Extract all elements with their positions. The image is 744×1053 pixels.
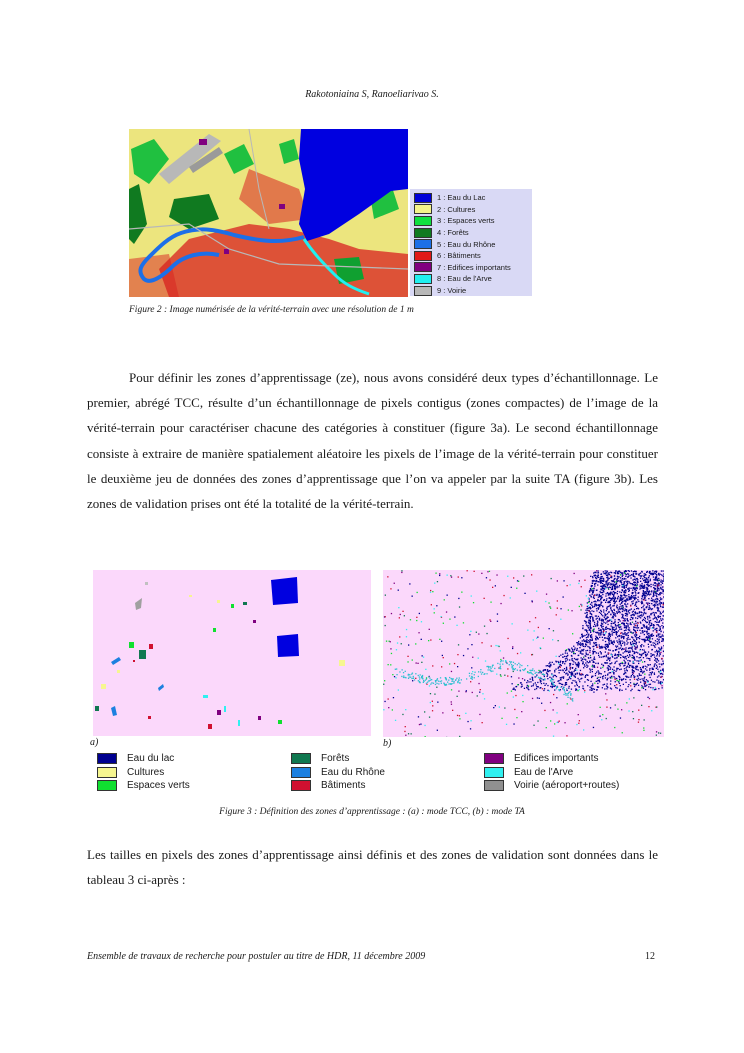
figure3-caption: Figure 3 : Définition des zones d’apprentissage : (a) : mode TCC, (b) : mode TA (219, 807, 525, 817)
color-swatch (414, 274, 432, 284)
color-swatch (414, 239, 432, 249)
color-swatch (97, 780, 117, 791)
body-paragraph-2: Les tailles en pixels des zones d’apprentissage ainsi définis et des zones de validation sont données dans le tableau 3 ci-après : (87, 847, 658, 888)
color-swatch (414, 228, 432, 238)
color-swatch (414, 262, 432, 272)
legend-item: Cultures (97, 766, 190, 780)
legend-item: 9 : Voirie (414, 285, 532, 297)
figure3-legend-column-2 (291, 752, 385, 793)
color-swatch (414, 216, 432, 226)
legend-item: 2 : Cultures (414, 204, 532, 216)
figure3a-label: a) (90, 737, 99, 748)
legend-item: Eau du lac (97, 752, 190, 766)
color-swatch (291, 780, 311, 791)
legend-item: Eau du Rhône (291, 766, 385, 780)
figure2-legend (410, 189, 532, 296)
legend-item: Eau de l'Arve (484, 766, 619, 780)
legend-item: Espaces verts (97, 779, 190, 793)
color-swatch (484, 780, 504, 791)
ground-truth-map-image (129, 129, 408, 297)
legend-item: Voirie (aéroport+routes) (484, 779, 619, 793)
color-swatch (484, 753, 504, 764)
legend-item: Forêts (291, 752, 385, 766)
figure2-caption: Figure 2 : Image numérisée de la vérité-terrain avec une résolution de 1 m (129, 305, 414, 315)
color-swatch (414, 204, 432, 214)
figure3-legend-column-1 (97, 752, 190, 793)
legend-item: Bâtiments (291, 779, 385, 793)
legend-item: 5 : Eau du Rhône (414, 238, 532, 250)
color-swatch (291, 753, 311, 764)
legend-item: 4 : Forêts (414, 227, 532, 239)
color-swatch (414, 193, 432, 203)
figure3b-label: b) (383, 738, 392, 749)
legend-item: 1 : Eau du Lac (414, 192, 532, 204)
color-swatch (484, 767, 504, 778)
color-swatch (414, 286, 432, 296)
legend-item: 3 : Espaces verts (414, 215, 532, 227)
tcc-training-zones-image (93, 570, 371, 736)
legend-item: 6 : Bâtiments (414, 250, 532, 262)
color-swatch (97, 753, 117, 764)
running-header: Rakotoniaina S, Ranoeliarivao S. (305, 89, 439, 100)
legend-item: 7 : Edifices importants (414, 262, 532, 274)
color-swatch (291, 767, 311, 778)
body-paragraph-1: Pour définir les zones d’apprentissage (ze), nous avons considéré deux types d’échantillonnage. Le premier, abrégé TCC, résulte d’un échantillonnage de pixels contigus (zones compactes) de l’image de la vérité-terrain pour caractériser chacune des catégories à constituer (figure 3a). Le second échantillonnage consiste à extraire de manière spatialement aléatoire les pixels de l’image de la vérité-terrain pour constituer le deuxième jeu de données des zones d’apprentissage que l’on va appeler par la suite TA (figure 3b). Les zones de validation prises ont été la totalité de la vérité-terrain. (87, 370, 658, 512)
figure3-legend-column-3 (484, 752, 619, 793)
page-footer (87, 951, 658, 962)
legend-item: Edifices importants (484, 752, 619, 766)
legend-item: 8 : Eau de l'Arve (414, 273, 532, 285)
footer-text: Ensemble de travaux de recherche pour postuler au titre de HDR, 11 décembre 2009 (87, 951, 426, 962)
color-swatch (414, 251, 432, 261)
color-swatch (97, 767, 117, 778)
ta-training-zones-image (383, 570, 664, 737)
page-number: 12 (645, 951, 655, 962)
